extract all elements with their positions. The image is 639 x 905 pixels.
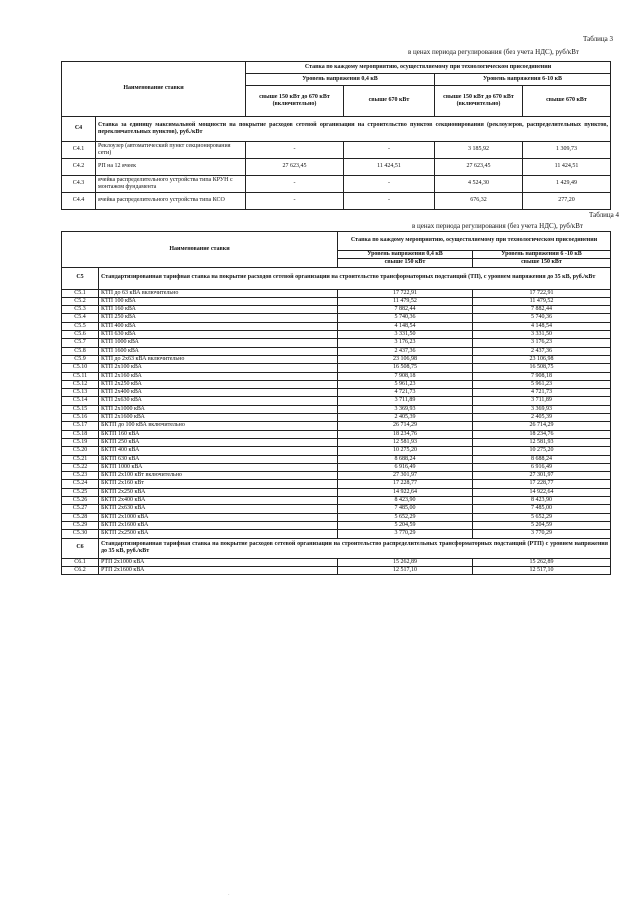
row-value: 3 369,93 bbox=[338, 405, 473, 413]
row-name: ячейка распределительного устройства типа КСО bbox=[96, 193, 246, 210]
row-name: КТП 2х160 кВА bbox=[99, 372, 338, 380]
table-row bbox=[62, 566, 611, 574]
table-row bbox=[62, 497, 611, 505]
section-title: Стандартизированная тарифная ставка на покрытие расходов сетевой организации на строительство трансформаторных подстанций (ТП), с уровнем напряжения до 35 кВ, руб./кВт bbox=[99, 267, 611, 289]
table3-header-name: Наименование ставки bbox=[62, 62, 246, 117]
section-code: С5 bbox=[62, 267, 99, 289]
row-code: С5.28 bbox=[62, 513, 99, 521]
row-code: С6.1 bbox=[62, 558, 99, 566]
table-row bbox=[62, 447, 611, 455]
row-code: С5.9 bbox=[62, 355, 99, 363]
row-code: С4.1 bbox=[62, 142, 96, 159]
row-name: КТП до 63 кВА включительно bbox=[99, 289, 338, 297]
table-row bbox=[62, 521, 611, 529]
table-row bbox=[62, 472, 611, 480]
row-name: КТП 160 кВА bbox=[99, 306, 338, 314]
table-row bbox=[62, 505, 611, 513]
table3-header-rate-group: Ставка по каждому мероприятию, осуществляемому при технологическом присоединении bbox=[246, 62, 611, 74]
row-value: 5 652,29 bbox=[338, 513, 473, 521]
table-row bbox=[62, 322, 611, 330]
row-value: - bbox=[246, 193, 344, 210]
row-code: С5.13 bbox=[62, 389, 99, 397]
row-code: С5.27 bbox=[62, 505, 99, 513]
table-row bbox=[62, 422, 611, 430]
table4-header-level-04: Уровень напряжения 0,4 кВ bbox=[338, 251, 473, 259]
table-row bbox=[62, 380, 611, 388]
row-value: 23 106,98 bbox=[338, 355, 473, 363]
row-value: 7 908,18 bbox=[338, 372, 473, 380]
table-row bbox=[62, 347, 611, 355]
table-row bbox=[62, 297, 611, 305]
row-code: С5.23 bbox=[62, 472, 99, 480]
table3-header-col3: свыше 150 кВт до 670 кВт (включительно) bbox=[435, 86, 523, 117]
table-row bbox=[62, 397, 611, 405]
row-code: С5.7 bbox=[62, 339, 99, 347]
row-value: 14 922,64 bbox=[473, 488, 611, 496]
row-value: 277,20 bbox=[523, 193, 611, 210]
row-value: 4 721,73 bbox=[338, 389, 473, 397]
table-row bbox=[62, 430, 611, 438]
table-row bbox=[62, 488, 611, 496]
row-code: С4.3 bbox=[62, 176, 96, 193]
row-code: С5.22 bbox=[62, 463, 99, 471]
row-code: С5.21 bbox=[62, 455, 99, 463]
row-value: 3 770,29 bbox=[473, 530, 611, 538]
row-value: 27 301,97 bbox=[473, 472, 611, 480]
row-value: 3 176,23 bbox=[473, 339, 611, 347]
row-value: 676,32 bbox=[435, 193, 523, 210]
row-value: 11 424,51 bbox=[523, 159, 611, 176]
row-name: БКТП 2х1000 кВА bbox=[99, 513, 338, 521]
row-name: КТП 1600 кВА bbox=[99, 347, 338, 355]
row-value: 4 148,54 bbox=[338, 322, 473, 330]
row-value: - bbox=[246, 176, 344, 193]
row-value: 16 508,75 bbox=[473, 364, 611, 372]
row-value: 11 479,52 bbox=[473, 297, 611, 305]
row-name: БКТП 400 кВА bbox=[99, 447, 338, 455]
row-code: С5.3 bbox=[62, 306, 99, 314]
row-code: С5.20 bbox=[62, 447, 99, 455]
row-value: 12 581,93 bbox=[338, 438, 473, 446]
row-code: С5.4 bbox=[62, 314, 99, 322]
table4-unit-note: в ценах периода регулирования (без учета НДС), руб/кВт bbox=[412, 222, 583, 230]
table-row bbox=[62, 463, 611, 471]
row-value: 3 185,92 bbox=[435, 142, 523, 159]
row-code: С5.14 bbox=[62, 397, 99, 405]
section-code: С6 bbox=[62, 538, 99, 558]
row-name: БКТП 1000 кВА bbox=[99, 463, 338, 471]
row-name: БКТП 2х2500 кВА bbox=[99, 530, 338, 538]
row-name: БКТП 630 кВА bbox=[99, 455, 338, 463]
table3-header-level-04: Уровень напряжения 0,4 кВ bbox=[246, 74, 435, 86]
row-name: БКТП 2х100 кВт включительно bbox=[99, 472, 338, 480]
row-code: С5.5 bbox=[62, 322, 99, 330]
row-value: 3 331,50 bbox=[473, 331, 611, 339]
scan-mark: · bbox=[228, 893, 230, 898]
table-row bbox=[62, 438, 611, 446]
row-name: КТП до 2х63 кВА включительно bbox=[99, 355, 338, 363]
row-value: 2 405,39 bbox=[473, 414, 611, 422]
row-value: 12 581,93 bbox=[473, 438, 611, 446]
row-value: 5 740,36 bbox=[473, 314, 611, 322]
row-name: БКТП 2х160 кВт bbox=[99, 480, 338, 488]
table-row bbox=[62, 289, 611, 297]
table-row bbox=[62, 372, 611, 380]
row-value: 7 908,18 bbox=[473, 372, 611, 380]
row-value: 17 228,77 bbox=[338, 480, 473, 488]
row-value: 5 740,36 bbox=[338, 314, 473, 322]
row-value: 3 711,89 bbox=[338, 397, 473, 405]
row-value: 1 429,49 bbox=[523, 176, 611, 193]
row-value: 5 204,59 bbox=[338, 521, 473, 529]
row-value: 18 234,76 bbox=[338, 430, 473, 438]
row-name: РТП 2х1000 кВА bbox=[99, 558, 338, 566]
row-value: 11 479,52 bbox=[338, 297, 473, 305]
row-code: С5.26 bbox=[62, 497, 99, 505]
row-code: С5.2 bbox=[62, 297, 99, 305]
table-row bbox=[62, 558, 611, 566]
table3 bbox=[61, 61, 611, 210]
table4 bbox=[61, 231, 611, 575]
row-value: 17 722,91 bbox=[473, 289, 611, 297]
row-value: 8 688,24 bbox=[338, 455, 473, 463]
row-name: ячейка распределительного устройства типа КРУН с монтажом фундамента bbox=[96, 176, 246, 193]
row-value: 27 623,45 bbox=[246, 159, 344, 176]
table-row bbox=[62, 389, 611, 397]
row-name: КТП 2х250 кВА bbox=[99, 380, 338, 388]
row-value: 3 711,89 bbox=[473, 397, 611, 405]
row-value: 7 485,00 bbox=[338, 505, 473, 513]
row-name: БКТП 2х400 кВА bbox=[99, 497, 338, 505]
table-row bbox=[62, 331, 611, 339]
row-value: 6 916,49 bbox=[473, 463, 611, 471]
row-code: С5.8 bbox=[62, 347, 99, 355]
row-name: КТП 100 кВА bbox=[99, 297, 338, 305]
row-code: С5.19 bbox=[62, 438, 99, 446]
row-code: С4.4 bbox=[62, 193, 96, 210]
row-value: 15 262,89 bbox=[338, 558, 473, 566]
row-name: КТП 630 кВА bbox=[99, 331, 338, 339]
row-name: КТП 2х400 кВА bbox=[99, 389, 338, 397]
row-name: КТП 1000 кВА bbox=[99, 339, 338, 347]
table3-header-col1: свыше 150 кВт до 670 кВт (включительно) bbox=[246, 86, 344, 117]
row-code: С4.2 bbox=[62, 159, 96, 176]
table-row bbox=[62, 193, 611, 210]
table-row bbox=[62, 414, 611, 422]
row-value: 6 916,49 bbox=[338, 463, 473, 471]
row-name: КТП 400 кВА bbox=[99, 322, 338, 330]
row-value: 16 508,75 bbox=[338, 364, 473, 372]
row-value: 10 275,20 bbox=[473, 447, 611, 455]
table4-caption: Таблица 4 bbox=[589, 211, 619, 219]
row-value: - bbox=[344, 176, 435, 193]
row-name: Реклоузер (автоматический пункт секционирования сети) bbox=[96, 142, 246, 159]
row-value: 14 922,64 bbox=[338, 488, 473, 496]
row-code: С5.25 bbox=[62, 488, 99, 496]
row-value: 2 437,36 bbox=[338, 347, 473, 355]
row-value: 3 331,50 bbox=[338, 331, 473, 339]
row-value: 8 688,24 bbox=[473, 455, 611, 463]
row-value: 15 262,89 bbox=[473, 558, 611, 566]
row-value: 5 961,23 bbox=[473, 380, 611, 388]
row-value: 3 176,23 bbox=[338, 339, 473, 347]
row-name: БКТП 250 кВА bbox=[99, 438, 338, 446]
row-value: 3 369,93 bbox=[473, 405, 611, 413]
table-row bbox=[62, 355, 611, 363]
table-row bbox=[62, 364, 611, 372]
row-value: 5 204,59 bbox=[473, 521, 611, 529]
row-value: 7 882,44 bbox=[338, 306, 473, 314]
row-name: БКТП 2х630 кВА bbox=[99, 505, 338, 513]
row-value: 1 309,73 bbox=[523, 142, 611, 159]
row-code: С5.6 bbox=[62, 331, 99, 339]
row-name: КТП 2х100 кВА bbox=[99, 364, 338, 372]
table4-header-level-610: Уровень напряжения 6 -10 кВ bbox=[473, 251, 611, 259]
table-row bbox=[62, 405, 611, 413]
row-value: - bbox=[344, 193, 435, 210]
row-value: 5 961,23 bbox=[338, 380, 473, 388]
row-value: 3 770,29 bbox=[338, 530, 473, 538]
row-name: БКТП 160 кВА bbox=[99, 430, 338, 438]
row-code: С5.16 bbox=[62, 414, 99, 422]
row-code: С5.24 bbox=[62, 480, 99, 488]
row-value: 18 234,76 bbox=[473, 430, 611, 438]
row-code: С5.1 bbox=[62, 289, 99, 297]
table-row bbox=[62, 339, 611, 347]
row-value: 17 228,77 bbox=[473, 480, 611, 488]
row-code: С6.2 bbox=[62, 566, 99, 574]
row-name: РТП 2х1600 кВА bbox=[99, 566, 338, 574]
row-name: БКТП до 100 кВА включительно bbox=[99, 422, 338, 430]
table-row bbox=[62, 306, 611, 314]
row-name: БКТП 2х250 кВА bbox=[99, 488, 338, 496]
row-code: С5.18 bbox=[62, 430, 99, 438]
row-value: 10 275,20 bbox=[338, 447, 473, 455]
row-code: С5.12 bbox=[62, 380, 99, 388]
row-value: 7 882,44 bbox=[473, 306, 611, 314]
table4-header-col1: свыше 150 кВт bbox=[338, 259, 473, 267]
table3-header-level-610: Уровень напряжения 6-10 кВ bbox=[435, 74, 611, 86]
table-row bbox=[62, 142, 611, 159]
row-value: 26 714,29 bbox=[338, 422, 473, 430]
row-value: 8 423,90 bbox=[473, 497, 611, 505]
row-code: С5.29 bbox=[62, 521, 99, 529]
table-row bbox=[62, 455, 611, 463]
row-value: 27 301,97 bbox=[338, 472, 473, 480]
row-name: КТП 2х1600 кВА bbox=[99, 414, 338, 422]
row-value: 11 424,51 bbox=[344, 159, 435, 176]
row-name: РП на 12 ячеек bbox=[96, 159, 246, 176]
row-value: - bbox=[246, 142, 344, 159]
table3-unit-note: в ценах периода регулирования (без учета НДС), руб/кВт bbox=[408, 48, 579, 56]
table-row bbox=[62, 480, 611, 488]
table4-header-name: Наименование ставки bbox=[62, 232, 338, 268]
row-value: 27 623,45 bbox=[435, 159, 523, 176]
table3-header-col4: свыше 670 кВт bbox=[523, 86, 611, 117]
row-value: 7 485,00 bbox=[473, 505, 611, 513]
row-code: С5.17 bbox=[62, 422, 99, 430]
table4-header-col2: свыше 150 кВт bbox=[473, 259, 611, 267]
row-value: 2 437,36 bbox=[473, 347, 611, 355]
row-name: БКТП 2х1600 кВА bbox=[99, 521, 338, 529]
table3-header-col2: свыше 670 кВт bbox=[344, 86, 435, 117]
row-value: 5 652,29 bbox=[473, 513, 611, 521]
row-value: 12 517,10 bbox=[338, 566, 473, 574]
row-code: С5.11 bbox=[62, 372, 99, 380]
section-title: Стандартизированная тарифная ставка на покрытие расходов сетевой организации на строительство распределительных трансформаторных подстанций (РТП) с уровнем напряжения до 35 кВ, руб./кВт bbox=[99, 538, 611, 558]
row-value: 8 423,90 bbox=[338, 497, 473, 505]
table-row bbox=[62, 530, 611, 538]
row-name: КТП 2х1000 кВА bbox=[99, 405, 338, 413]
row-value: 4 148,54 bbox=[473, 322, 611, 330]
row-value: - bbox=[344, 142, 435, 159]
row-value: 4 524,30 bbox=[435, 176, 523, 193]
row-code: С5.30 bbox=[62, 530, 99, 538]
table-row bbox=[62, 159, 611, 176]
table-row bbox=[62, 513, 611, 521]
row-code: С5.10 bbox=[62, 364, 99, 372]
table3-caption: Таблица 3 bbox=[583, 35, 613, 43]
row-name: КТП 250 кВА bbox=[99, 314, 338, 322]
section-code: С4 bbox=[62, 117, 96, 142]
row-value: 17 722,91 bbox=[338, 289, 473, 297]
row-value: 12 517,10 bbox=[473, 566, 611, 574]
table-row bbox=[62, 176, 611, 193]
row-name: КТП 2х630 кВА bbox=[99, 397, 338, 405]
table-row bbox=[62, 314, 611, 322]
row-code: С5.15 bbox=[62, 405, 99, 413]
row-value: 26 714,29 bbox=[473, 422, 611, 430]
section-title: Ставка за единицу максимальной мощности на покрытие расходов сетевой организации на строительство пунктов секционирования (реклоузеров, распределительных пунктов, переключательных пунктов), руб./кВт bbox=[96, 117, 611, 142]
row-value: 2 405,39 bbox=[338, 414, 473, 422]
row-value: 23 106,98 bbox=[473, 355, 611, 363]
row-value: 4 721,73 bbox=[473, 389, 611, 397]
table4-header-rate-group: Ставка по каждому мероприятию, осуществляемому при технологическом присоединении bbox=[338, 232, 611, 251]
